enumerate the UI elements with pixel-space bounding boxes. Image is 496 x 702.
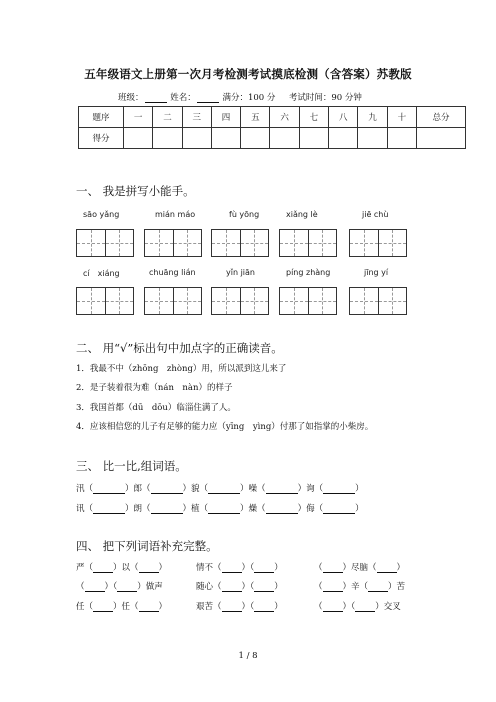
char-prompt: ） xyxy=(355,484,364,494)
idiom-text: 任（ xyxy=(76,602,94,612)
pinyin-label: cí xiáng xyxy=(83,269,120,278)
idiom-text: 艰苦（ xyxy=(196,602,222,612)
score-table xyxy=(78,106,466,149)
writing-grid[interactable] xyxy=(76,229,134,257)
char-prompt: ）貌（ xyxy=(182,484,209,494)
idiom-text: （ xyxy=(314,582,323,592)
score-table-score-row xyxy=(79,128,466,149)
score-header-cell: 五 xyxy=(241,107,270,128)
score-cell[interactable] xyxy=(299,128,328,149)
answer-blank[interactable] xyxy=(254,564,274,573)
score-cell[interactable] xyxy=(211,128,240,149)
char-prompt: ）燥（ xyxy=(240,504,266,514)
idiom-text: ）做声 xyxy=(137,582,163,592)
compare-row-2 xyxy=(76,502,364,514)
name-blank[interactable] xyxy=(197,94,219,103)
class-label: 班级： xyxy=(118,93,144,103)
score-cell[interactable] xyxy=(153,128,182,149)
exam-time-label: 考试时间：90 分钟 xyxy=(288,93,362,103)
score-cell[interactable] xyxy=(329,128,358,149)
answer-blank[interactable] xyxy=(355,603,375,612)
pinyin-label: chuāng lián xyxy=(149,268,196,277)
char-prompt: 汛（ xyxy=(76,484,94,494)
score-header-cell: 二 xyxy=(153,107,182,128)
char-prompt: ）郎（ xyxy=(125,484,151,494)
writing-grid[interactable] xyxy=(349,287,407,315)
score-header-cell: 六 xyxy=(270,107,299,128)
class-blank[interactable] xyxy=(145,94,167,103)
answer-blank[interactable] xyxy=(377,564,397,573)
answer-blank[interactable] xyxy=(222,564,242,573)
score-header-cell: 题序 xyxy=(79,107,124,128)
answer-blank[interactable] xyxy=(323,505,355,514)
idiom-text: ）（ xyxy=(241,602,255,612)
pinyin-label: jiē chù xyxy=(362,210,389,219)
answer-blank[interactable] xyxy=(323,485,355,494)
answer-blank[interactable] xyxy=(93,603,113,612)
char-prompt: ）朗（ xyxy=(125,504,151,514)
pinyin-label: fù yōng xyxy=(229,210,260,219)
answer-blank[interactable] xyxy=(117,583,137,592)
score-cell[interactable] xyxy=(182,128,211,149)
answer-blank[interactable] xyxy=(85,583,105,592)
idiom-text: ）尽脑（ xyxy=(342,563,377,573)
writing-grid[interactable] xyxy=(211,287,269,315)
question-line: 2．是子装着很为难（nán nàn）的样子 xyxy=(76,383,233,393)
answer-blank[interactable] xyxy=(368,583,388,592)
answer-blank[interactable] xyxy=(93,505,125,514)
idiom-text: ）（ xyxy=(342,602,356,612)
idiom-text: ）苦 xyxy=(388,582,406,592)
answer-blank[interactable] xyxy=(222,583,242,592)
answer-blank[interactable] xyxy=(151,485,183,494)
full-score-label: 满分：100 分 xyxy=(222,93,276,103)
section-3-heading: 三、 比一比,组词语。 xyxy=(76,459,187,473)
answer-blank[interactable] xyxy=(139,603,159,612)
answer-blank[interactable] xyxy=(323,603,343,612)
answer-blank[interactable] xyxy=(208,505,240,514)
writing-grid[interactable] xyxy=(76,287,134,315)
idiom-text: ）（ xyxy=(241,582,255,592)
score-cell[interactable] xyxy=(358,128,387,149)
section-1-heading: 一、 我是拼写小能手。 xyxy=(76,184,195,198)
answer-blank[interactable] xyxy=(93,564,113,573)
pinyin-label: mián máo xyxy=(155,210,196,219)
score-cell[interactable] xyxy=(124,128,153,149)
page-title: 五年级语文上册第一次月考检测考试摸底检测（含答案）苏教版 xyxy=(84,67,412,81)
score-cell[interactable] xyxy=(417,128,466,149)
score-table-header-row xyxy=(79,107,466,128)
score-header-cell: 八 xyxy=(329,107,358,128)
idiom-text: ）交叉 xyxy=(375,602,401,612)
idiom-item xyxy=(76,580,163,592)
exam-info-line xyxy=(118,91,362,103)
writing-grid[interactable] xyxy=(349,229,407,257)
answer-blank[interactable] xyxy=(151,505,183,514)
writing-grid[interactable] xyxy=(211,229,269,257)
answer-blank[interactable] xyxy=(208,485,240,494)
answer-blank[interactable] xyxy=(139,564,159,573)
idiom-item xyxy=(196,580,283,592)
question-line: 1．我最不中（zhōng zhòng）用，所以派到这儿来了 xyxy=(76,364,287,374)
idiom-text: ）任（ xyxy=(113,602,139,612)
pinyin-label: píng zhàng xyxy=(286,268,331,277)
score-cell[interactable] xyxy=(270,128,299,149)
score-header-cell: 三 xyxy=(182,107,211,128)
answer-blank[interactable] xyxy=(222,603,242,612)
idiom-text: ） xyxy=(158,602,168,612)
idiom-item xyxy=(76,600,167,612)
score-header-cell: 九 xyxy=(358,107,387,128)
score-header-cell: 一 xyxy=(124,107,153,128)
answer-blank[interactable] xyxy=(93,485,125,494)
idiom-text: ） xyxy=(274,563,283,573)
writing-grid[interactable] xyxy=(144,229,202,257)
name-label: 姓名： xyxy=(170,93,196,103)
score-header-cell: 七 xyxy=(299,107,328,128)
answer-blank[interactable] xyxy=(266,485,298,494)
answer-blank[interactable] xyxy=(254,603,274,612)
idiom-item xyxy=(196,600,283,612)
question-line: 3．我国首都（dū dōu）临淄住满了人。 xyxy=(76,403,236,413)
idiom-item xyxy=(196,561,283,573)
char-prompt: ）植（ xyxy=(182,504,209,514)
pinyin-label: yǐn jiān xyxy=(226,268,255,277)
idiom-item xyxy=(76,561,167,573)
pinyin-label: xiǎng lè xyxy=(286,210,318,219)
char-prompt: ）噪（ xyxy=(240,484,266,494)
answer-blank[interactable] xyxy=(254,583,274,592)
writing-grid[interactable] xyxy=(279,229,337,257)
char-prompt: 讯（ xyxy=(76,504,94,514)
idiom-text: （ xyxy=(76,582,85,592)
idiom-text: 严（ xyxy=(76,563,94,573)
idiom-text: 情不（ xyxy=(196,563,222,573)
section-4-heading: 四、 把下列词语补充完整。 xyxy=(76,539,218,553)
idiom-item xyxy=(314,600,401,612)
idiom-text: ） xyxy=(274,602,283,612)
score-cell[interactable] xyxy=(387,128,416,149)
compare-row-1 xyxy=(76,482,364,494)
idiom-text: ）以（ xyxy=(113,563,139,573)
idiom-text: ）辛（ xyxy=(342,582,369,592)
answer-blank[interactable] xyxy=(323,564,343,573)
pinyin-label: sāo yǎng xyxy=(83,210,120,219)
char-prompt: ） xyxy=(355,504,364,514)
answer-blank[interactable] xyxy=(266,505,298,514)
idiom-text: （ xyxy=(314,602,323,612)
score-header-cell: 四 xyxy=(211,107,240,128)
char-prompt: ）询（ xyxy=(297,484,324,494)
idiom-text: ） xyxy=(158,563,168,573)
answer-blank[interactable] xyxy=(323,583,343,592)
idiom-text: ）（ xyxy=(104,582,118,592)
score-header-cell: 总分 xyxy=(417,107,466,128)
writing-grid[interactable] xyxy=(144,287,202,315)
score-row-label: 得分 xyxy=(79,128,124,149)
char-prompt: ）侮（ xyxy=(297,504,324,514)
writing-grid[interactable] xyxy=(279,287,337,315)
idiom-text: ） xyxy=(396,563,406,573)
pinyin-label: jīng yí xyxy=(364,268,389,277)
idiom-text: 随心（ xyxy=(196,582,222,592)
idiom-text: ）（ xyxy=(241,563,255,573)
idiom-text: （ xyxy=(314,563,323,573)
score-cell[interactable] xyxy=(241,128,270,149)
section-2-heading: 二、 用“√”标出句中加点字的正确读音。 xyxy=(76,341,283,355)
page-number: 1 / 8 xyxy=(238,651,258,661)
idiom-item xyxy=(314,561,405,573)
idiom-item xyxy=(314,580,405,592)
idiom-text: ） xyxy=(274,582,283,592)
score-header-cell: 十 xyxy=(387,107,416,128)
question-line: 4．应该相信您的儿子有足够的能力应（yīng yìng）付那了如指掌的小柴房。 xyxy=(76,422,374,432)
